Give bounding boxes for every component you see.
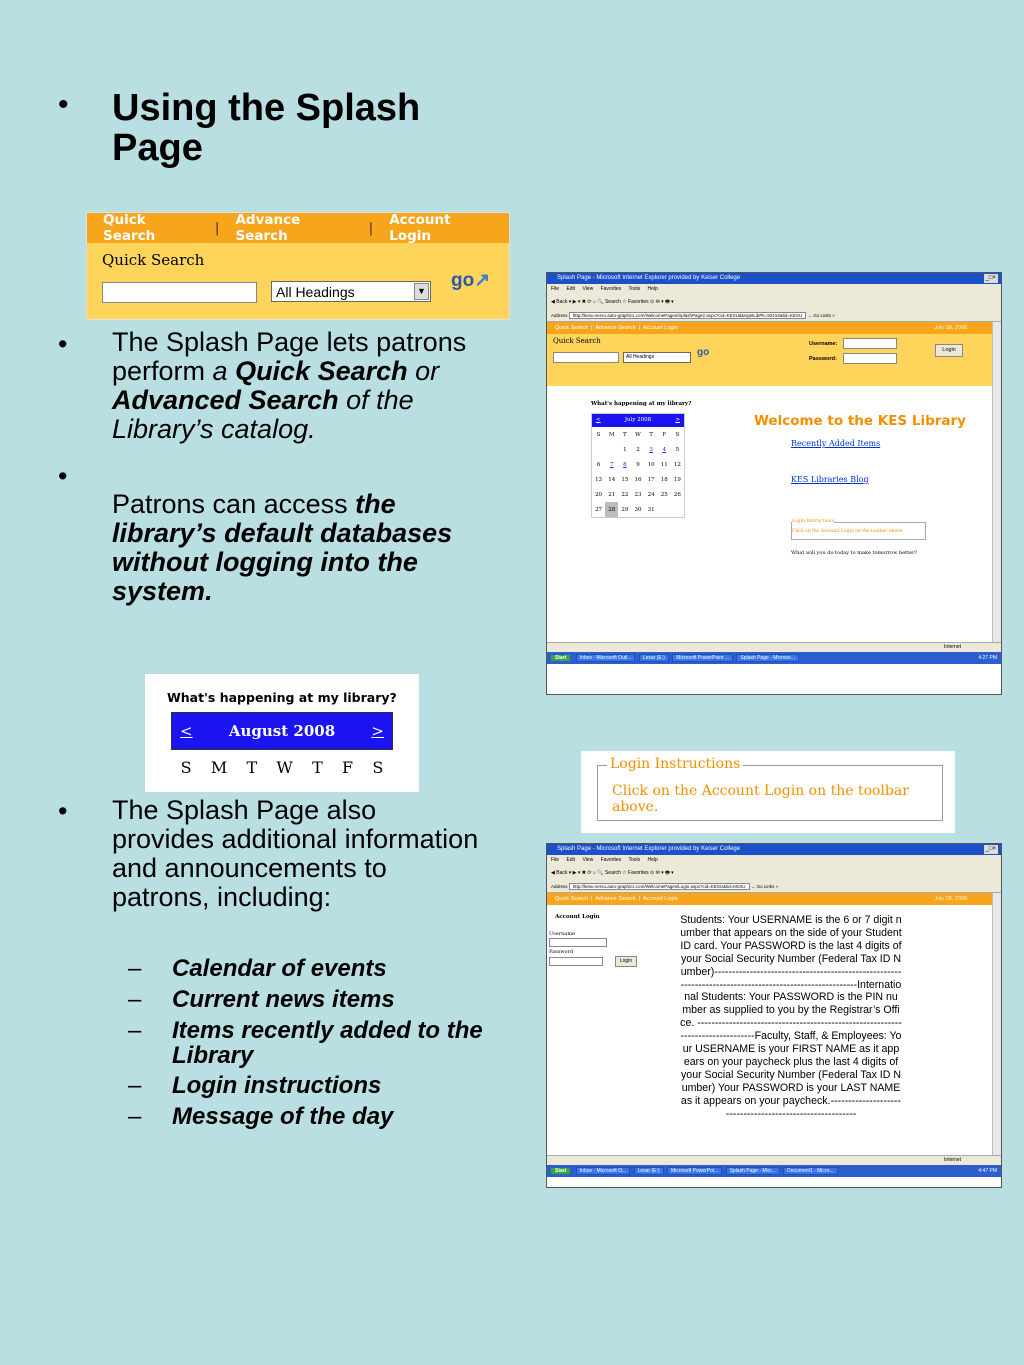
calendar-day — [671, 502, 684, 517]
calendar-day: 18 — [660, 476, 668, 483]
taskbar-clock: 4:27 PM — [978, 655, 997, 661]
taskbar-item[interactable]: Document1 - Micro... — [783, 1167, 837, 1175]
weekday: F — [342, 758, 354, 777]
taskbar-item[interactable]: Microsoft PowerPoi... — [667, 1167, 722, 1175]
b3-line2: provides additional information — [112, 824, 479, 854]
sub-dash: – — [128, 1017, 142, 1044]
weekday: S — [180, 758, 192, 777]
heading-select[interactable] — [271, 281, 431, 302]
start-button[interactable]: Start — [551, 655, 570, 661]
calendar-day: 31 — [647, 506, 655, 513]
window-title: Splash Page - Microsoft Internet Explorer provided by Keiser College — [557, 275, 741, 281]
nav-date: July 28, 2008 — [934, 896, 967, 902]
b1-advanced-search: Advanced Search — [112, 385, 339, 415]
nav-advance-search[interactable]: Advance Search — [595, 896, 636, 902]
calendar-day: 12 — [673, 461, 681, 468]
b3-line3: and announcements to — [112, 853, 387, 883]
recently-added-link[interactable]: Recently Added Items — [791, 439, 881, 448]
search-input[interactable] — [553, 352, 619, 363]
url-field[interactable]: http://kesu-verso.auto-graphics.com/WelcomePages/Login.aspx?cid=KESU&lid=KESU — [569, 883, 750, 890]
b1-text: perform — [112, 356, 213, 386]
quick-search-tabbar — [87, 213, 509, 243]
blog-link[interactable]: KES Libraries Blog — [791, 475, 869, 484]
scrollbar[interactable] — [992, 322, 1001, 642]
b2-text: the — [355, 489, 396, 519]
calendar-day: 21 — [608, 491, 616, 498]
taskbar — [547, 1165, 1001, 1177]
quick-search-heading: Quick Search — [553, 337, 601, 345]
weekday: S — [675, 431, 680, 438]
window-title: Splash Page - Microsoft Internet Explorer provided by Keiser College — [557, 846, 741, 852]
b1-text: of the — [338, 385, 414, 415]
go-label: go — [451, 270, 475, 291]
calendar-day-link[interactable]: 3 — [649, 446, 653, 453]
weekday: S — [596, 431, 601, 438]
username-field[interactable] — [549, 938, 607, 947]
taskbar-item[interactable]: Inbox - Microsoft Outl... — [576, 654, 636, 662]
bullet-1-text — [112, 328, 522, 444]
login-instructions-legend: Login Instructions — [607, 756, 743, 772]
calendar-week — [592, 442, 684, 457]
url-field[interactable]: http://kesu-verso.auto-graphics.com/WelcomePages/SplashPage2.aspx?cid=KESU&targetLibPk=92216&lid=KESU — [569, 312, 806, 319]
quick-search-heading: Quick Search — [102, 251, 205, 269]
sub-item-motd: Message of the day — [172, 1103, 394, 1130]
password-label: Password — [549, 949, 574, 955]
sub-dash: – — [128, 955, 142, 982]
nav-quick-search[interactable]: Quick Search — [555, 896, 589, 902]
links-button[interactable]: Links » — [763, 884, 779, 889]
calendar-week — [592, 502, 684, 517]
sub-dash: – — [128, 1103, 142, 1130]
calendar-day: 16 — [634, 476, 642, 483]
search-input[interactable] — [102, 282, 257, 303]
weekday: S — [372, 758, 384, 777]
sub-item-news: Current news items — [172, 986, 395, 1013]
sub-item-login: Login instructions — [172, 1072, 382, 1099]
bullet-2-text — [112, 490, 522, 606]
tab-advance-search[interactable]: Advance Search — [235, 212, 301, 244]
username-label: Username — [549, 931, 576, 937]
username-label: Username: — [809, 341, 838, 347]
browser-toolbar[interactable]: ◀ Back ▾ ▶ ▾ ✖ ⟳ ⌂ 🔍 Search ☆ Favorites ⊙ ✉ ▾ 🖶 ▾ — [547, 294, 1001, 311]
browser-screenshot-splash — [546, 272, 1002, 695]
login-instructions-message: Click on the Account Login on the toolbar above. — [792, 529, 904, 534]
weekday: T — [246, 758, 258, 777]
splash-nav: Quick Search | Advance Search | Account Login July 28, 2008 — [547, 893, 1001, 905]
page-viewport — [547, 322, 1001, 642]
status-bar: Internet — [547, 642, 1001, 652]
taskbar-item[interactable]: Lesar (E:) — [634, 1167, 664, 1175]
tab-separator: | — [214, 220, 220, 236]
welcome-heading: Welcome to the KES Library — [754, 413, 966, 429]
calendar-day-today: 28 — [605, 502, 618, 517]
calendar-day: 5 — [675, 446, 680, 453]
nav-quick-search[interactable]: Quick Search — [555, 325, 589, 331]
prev-month-link[interactable]: < — [180, 722, 193, 740]
calendar-day — [605, 442, 618, 457]
taskbar-item[interactable]: Inbox - Microsoft O... — [576, 1167, 630, 1175]
b1-line2 — [112, 357, 522, 386]
calendar-day: 23 — [634, 491, 642, 498]
nav-advance-search[interactable]: Advance Search — [595, 325, 636, 331]
password-label: Password: — [809, 356, 837, 362]
links-button[interactable]: Links » — [820, 313, 835, 318]
splash-nav: Quick Search | Advance Search | Account Login July 28, 2008 — [547, 322, 1001, 334]
login-instructions-screenshot — [581, 751, 955, 833]
calendar-day-link[interactable]: 7 — [609, 461, 614, 468]
calendar-day: 14 — [608, 476, 616, 483]
tab-quick-search[interactable]: Quick Search — [103, 212, 156, 244]
calendar-month: July 2008 — [624, 417, 652, 423]
weekday: F — [662, 431, 667, 438]
address-bar — [547, 311, 1001, 322]
calendar-day: 17 — [647, 476, 655, 483]
calendar-day: 13 — [595, 476, 603, 483]
quick-search-screenshot — [86, 212, 510, 320]
taskbar-item[interactable]: Lesar (E:) — [639, 654, 669, 662]
password-field[interactable] — [843, 353, 897, 364]
calendar-day: 26 — [673, 491, 681, 498]
b1-text: a — [212, 356, 236, 386]
address-bar — [547, 882, 1001, 893]
taskbar — [547, 652, 1001, 664]
go-button[interactable]: → Go — [750, 884, 763, 889]
calendar-day: 10 — [647, 461, 655, 468]
login-notice: Students: Your USERNAME is the 6 or 7 digit number that appears on the side of your Student ID card. Your PASSWORD is the last 4 digits of your Social Security Number (Federal Tax ID Number)-------------------------------------------------------------------------------------------------------International Students: Your PASSWORD is the PIN number as supplied to you by the Registrar’s Office. -------------------------------------------------------------------------------Faculty, Staff, & Employees: Your USERNAME is your FIRST NAME as it appears on your paycheck plus the last 4 digits of your Social Security Number (Federal Tax ID Number) Your PASSWORD is your LAST NAME as it appears on your paycheck.--------------------------------------------------------- — [680, 914, 902, 1120]
page-viewport — [547, 893, 1001, 1155]
nav-account-login[interactable]: Account Login — [642, 325, 678, 331]
b2-line4: system. — [112, 576, 213, 606]
calendar-day: 20 — [595, 491, 603, 498]
calendar-day: 15 — [621, 476, 629, 483]
b2-line2: library’s default databases — [112, 518, 453, 548]
tab-separator: | — [368, 220, 374, 236]
calendar-grid — [592, 427, 684, 517]
b3-line1: The Splash Page also — [112, 795, 377, 825]
browser-toolbar[interactable]: ◀ Back ▾ ▶ ▾ ✖ ⟳ ⌂ 🔍 Search ☆ Favorites ⊙ ✉ ▾ 🖶 ▾ — [547, 865, 1001, 882]
b3-line4: patrons, including: — [112, 882, 332, 912]
b1-line3 — [112, 386, 522, 415]
title-bullet: • — [58, 88, 69, 121]
scrollbar[interactable] — [992, 893, 1001, 1155]
calendar-week — [592, 487, 684, 502]
weekday: W — [276, 758, 293, 777]
weekday: T — [312, 758, 323, 777]
weekday: M — [210, 758, 228, 777]
menu-bar[interactable]: File Edit View Favorites Tools Help — [547, 855, 1001, 865]
quick-search-panel — [547, 334, 1001, 386]
calendar-day: 11 — [660, 461, 668, 468]
calendar-day — [592, 442, 605, 457]
b1-text: or — [407, 356, 440, 386]
taskbar-clock: 4:47 PM — [978, 1168, 997, 1174]
arrow-icon: ↗ — [474, 270, 491, 291]
browser-screenshot-login — [546, 843, 1002, 1188]
calendar-day: 1 — [623, 446, 627, 453]
calendar-title: What's happening at my library? — [591, 401, 692, 407]
sub-dash: – — [128, 1072, 142, 1099]
nav-date: July 28, 2008 — [934, 325, 967, 331]
status-bar: Internet — [547, 1155, 1001, 1165]
go-button[interactable]: → Go — [807, 313, 820, 318]
go-button[interactable]: go — [697, 347, 710, 358]
taskbar-item[interactable]: Splash Page - Micr... — [726, 1167, 780, 1175]
page-title: Using the Splash Page — [112, 87, 421, 169]
weekday: T — [649, 431, 653, 438]
password-field[interactable] — [549, 957, 603, 966]
calendar-week — [592, 457, 684, 472]
address-label: Address — [551, 884, 568, 889]
weekday: W — [635, 431, 641, 438]
window-titlebar — [547, 273, 1001, 284]
window-titlebar — [547, 844, 1001, 855]
weekday: M — [608, 431, 615, 438]
bullet-2: • — [58, 461, 68, 491]
sub-item-recent: Items recently added to the Library — [172, 1017, 483, 1069]
calendar-day-link[interactable]: 8 — [623, 461, 627, 468]
login-button[interactable]: Login — [615, 956, 637, 967]
next-month-link[interactable]: > — [675, 417, 680, 423]
bullet-3-text — [112, 796, 532, 912]
b2-text: Patrons can access — [112, 489, 356, 519]
b1-line1: The Splash Page lets patrons — [112, 327, 467, 357]
heading-select[interactable]: All Headings — [623, 352, 691, 363]
b1-line4: Library’s catalog. — [112, 414, 316, 444]
address-label: Address — [551, 313, 568, 318]
window-controls[interactable]: _□× — [985, 846, 996, 852]
calendar-day: 22 — [621, 491, 629, 498]
calendar-weekday-row — [592, 427, 684, 442]
taskbar-item[interactable]: Microsoft PowerPoint ... — [672, 654, 733, 662]
calendar-day: 6 — [596, 461, 601, 468]
b2-line3: without logging into the — [112, 547, 418, 577]
calendar-day: 25 — [660, 491, 668, 498]
calendar-day: 24 — [647, 491, 655, 498]
account-login-heading: Account Login — [555, 914, 600, 920]
calendar-day-link[interactable]: 4 — [662, 446, 667, 453]
heading-select-value: All Headings — [276, 284, 355, 300]
bullet-3: • — [58, 796, 68, 826]
calendar-day: 29 — [621, 506, 629, 513]
nav-account-login[interactable]: Account Login — [642, 896, 678, 902]
calendar-day: 19 — [673, 476, 681, 483]
next-month-link[interactable]: > — [371, 722, 384, 740]
bullet-1: • — [58, 329, 68, 359]
calendar-day: 27 — [595, 506, 603, 513]
menu-bar[interactable]: File Edit View Favorites Tools Help — [547, 284, 1001, 294]
message-of-the-day: What will you do today to make tomorrow better? — [791, 550, 918, 556]
calendar-day: 30 — [634, 506, 642, 513]
calendar-header — [592, 414, 684, 427]
weekday: T — [623, 431, 627, 438]
tab-account-login[interactable]: Account Login — [389, 212, 451, 244]
sub-dash: – — [128, 986, 142, 1013]
calendar-month: August 2008 — [228, 722, 336, 740]
b1-quick-search: Quick Search — [235, 356, 408, 386]
username-field[interactable] — [843, 338, 897, 349]
chevron-down-icon: ▼ — [414, 283, 429, 300]
sub-item-calendar: Calendar of events — [172, 955, 387, 982]
taskbar-item[interactable]: Splash Page - Microso... — [736, 654, 798, 662]
go-button[interactable] — [451, 269, 490, 292]
calendar-screenshot — [145, 674, 419, 792]
calendar-day: 2 — [636, 446, 640, 453]
calendar-week — [592, 472, 684, 487]
prev-month-link[interactable]: < — [596, 417, 601, 423]
b2-line1 — [112, 490, 522, 519]
window-controls[interactable]: _□× — [985, 275, 996, 281]
calendar-title: What's happening at my library? — [167, 690, 397, 705]
login-button[interactable]: Login — [935, 344, 963, 357]
calendar-day: 9 — [636, 461, 640, 468]
calendar — [591, 413, 685, 518]
login-instructions-legend: Login Instructions — [792, 519, 834, 524]
calendar-header — [171, 712, 393, 750]
start-button[interactable]: Start — [551, 1168, 570, 1174]
login-instructions-message: Click on the Account Login on the toolbar above. — [612, 783, 909, 815]
calendar-day — [658, 502, 671, 517]
calendar-weekdays — [171, 758, 393, 777]
